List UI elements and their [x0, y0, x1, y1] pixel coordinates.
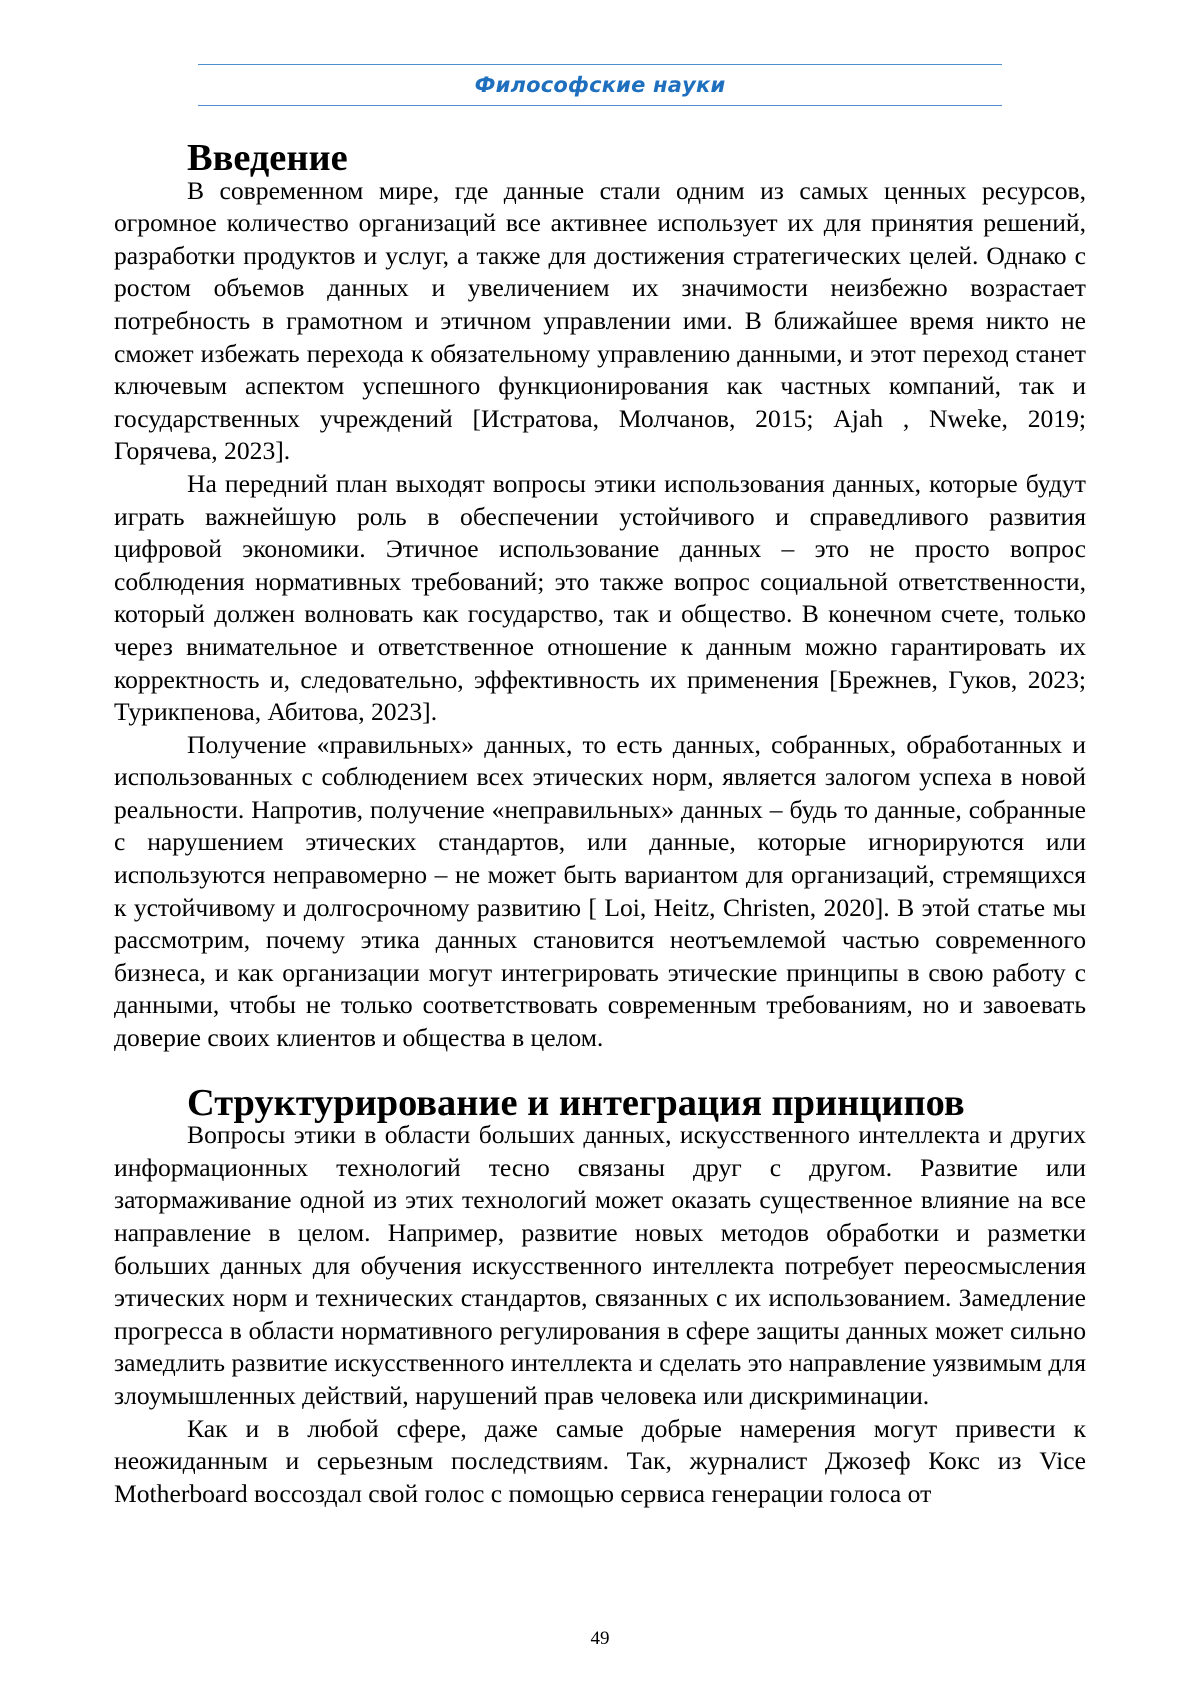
section-heading-principles: Структурирование и интеграция принципов	[114, 1087, 1086, 1120]
paragraph: На передний план выходят вопросы этики использования данных, которые будут играть важнейшую роль в обеспечении устойчивого и справедливого развития цифровой экономики. Этичное использование данных – это не просто вопрос соблюдения нормативных требований; это также вопрос социальной ответственности, который должен волновать как государство, так и общество. В конечном счете, только через внимательное и ответственное отношение к данным можно гарантировать их корректность и, следовательно, эффективность их применения [Брежнев, Гуков, 2023; Турикпенова, Абитова, 2023].	[114, 468, 1086, 729]
paragraph: Вопросы этики в области больших данных, искусственного интеллекта и других информационных технологий тесно связаны друг с другом. Развитие или затормаживание одной из этих технологий может оказать существенное влияние на все направление в целом. Например, развитие новых методов обработки и разметки больших данных для обучения искусственного интеллекта потребует переосмысления этических норм и технических стандартов, связанных с их использованием. Замедление прогресса в области нормативного регулирования в сфере защиты данных может сильно замедлить развитие искусственного интеллекта и сделать это направление уязвимым для злоумышленных действий, нарушений прав человека или дискриминации.	[114, 1119, 1086, 1412]
paragraph: В современном мире, где данные стали одним из самых ценных ресурсов, огромное количество организаций все активнее использует их для принятия решений, разработки продуктов и услуг, а также для достижения стратегических целей. Однако с ростом объемов данных и увеличением их значимости неизбежно возрастает потребность в грамотном и этичном управлении ими. В ближайшее время никто не сможет избежать перехода к обязательному управлению данными, и этот переход станет ключевым аспектом успешного функционирования как частных компаний, так и государственных учреждений [Истратова, Молчанов, 2015; Ajah , Nweke, 2019; Горячева, 2023].	[114, 175, 1086, 468]
paragraph: Как и в любой сфере, даже самые добрые намерения могут привести к неожиданным и серьезным последствиям. Так, журналист Джозеф Кокс из Vice Motherboard воссоздал свой голос с помощью сервиса генерации голоса от	[114, 1413, 1086, 1511]
section-heading-introduction: Введение	[114, 142, 1086, 175]
paragraph: Получение «правильных» данных, то есть данных, собранных, обработанных и использованных с соблюдением всех этических норм, является залогом успеха в новой реальности. Напротив, получение «неправильных» данных – будь то данные, собранные с нарушением этических стандартов, или данные, которые игнорируются или используются неправомерно – не может быть вариантом для организаций, стремящихся к устойчивому и долгосрочному развитию [ Loi, Heitz, Christen, 2020]. В этой статье мы рассмотрим, почему этика данных становится неотъемлемой частью современного бизнеса, и как организации могут интегрировать этические принципы в свою работу с данными, чтобы не только соответствовать современным требованиям, но и завоевать доверие своих клиентов и общества в целом.	[114, 729, 1086, 1055]
page-number: 49	[0, 1628, 1200, 1650]
article-body	[114, 142, 1086, 1510]
journal-section-title: Философские науки	[475, 73, 726, 97]
running-header	[198, 64, 1002, 106]
